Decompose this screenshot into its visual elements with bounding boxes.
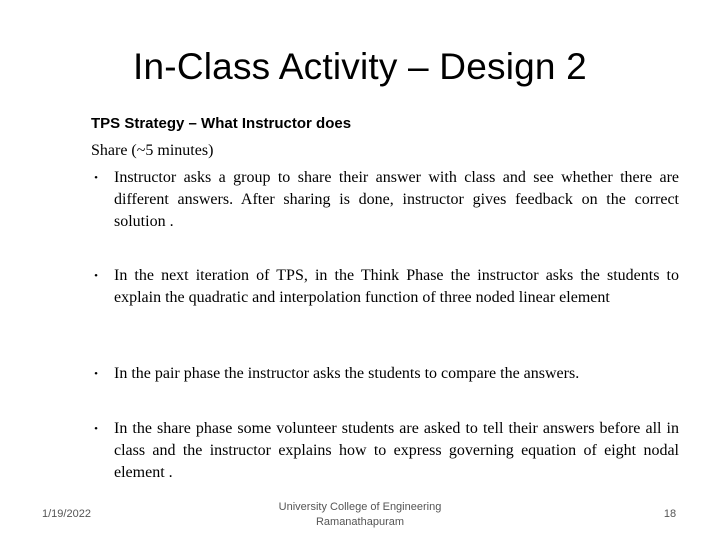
footer-institution-line1: University College of Engineering — [278, 501, 442, 513]
bullet-text: In the pair phase the instructor asks the students to compare the answers. — [114, 365, 580, 382]
bullet-text: In the next iteration of TPS, in the Think Phase the instructor asks the students to explain the quadratic and interpolation function of three noded linear element — [114, 267, 679, 306]
footer-institution — [250, 500, 470, 530]
bullet-dot-icon: • — [94, 368, 98, 380]
footer-date: 1/19/2022 — [42, 508, 91, 520]
slide-title: In-Class Activity – Design 2 — [133, 46, 587, 87]
bullet-dot-icon: • — [94, 270, 98, 282]
slide-subtitle: TPS Strategy – What Instructor does — [91, 115, 352, 132]
footer-institution-line2: Ramanathapuram — [315, 516, 405, 528]
footer-page-number: 18 — [663, 508, 677, 520]
bullet-dot-icon: • — [94, 172, 98, 184]
section-heading: Share (~5 minutes) — [91, 142, 214, 159]
bullet-dot-icon: • — [94, 423, 98, 435]
bullet-text: In the share phase some volunteer students are asked to tell their answers before all in class and the instructor explains how to express governing equation of eight nodal element . — [114, 420, 679, 481]
bullet-text: Instructor asks a group to share their answer with class and see whether there are different answers. After sharing is done, instructor gives feedback on the correct solution . — [114, 169, 679, 230]
